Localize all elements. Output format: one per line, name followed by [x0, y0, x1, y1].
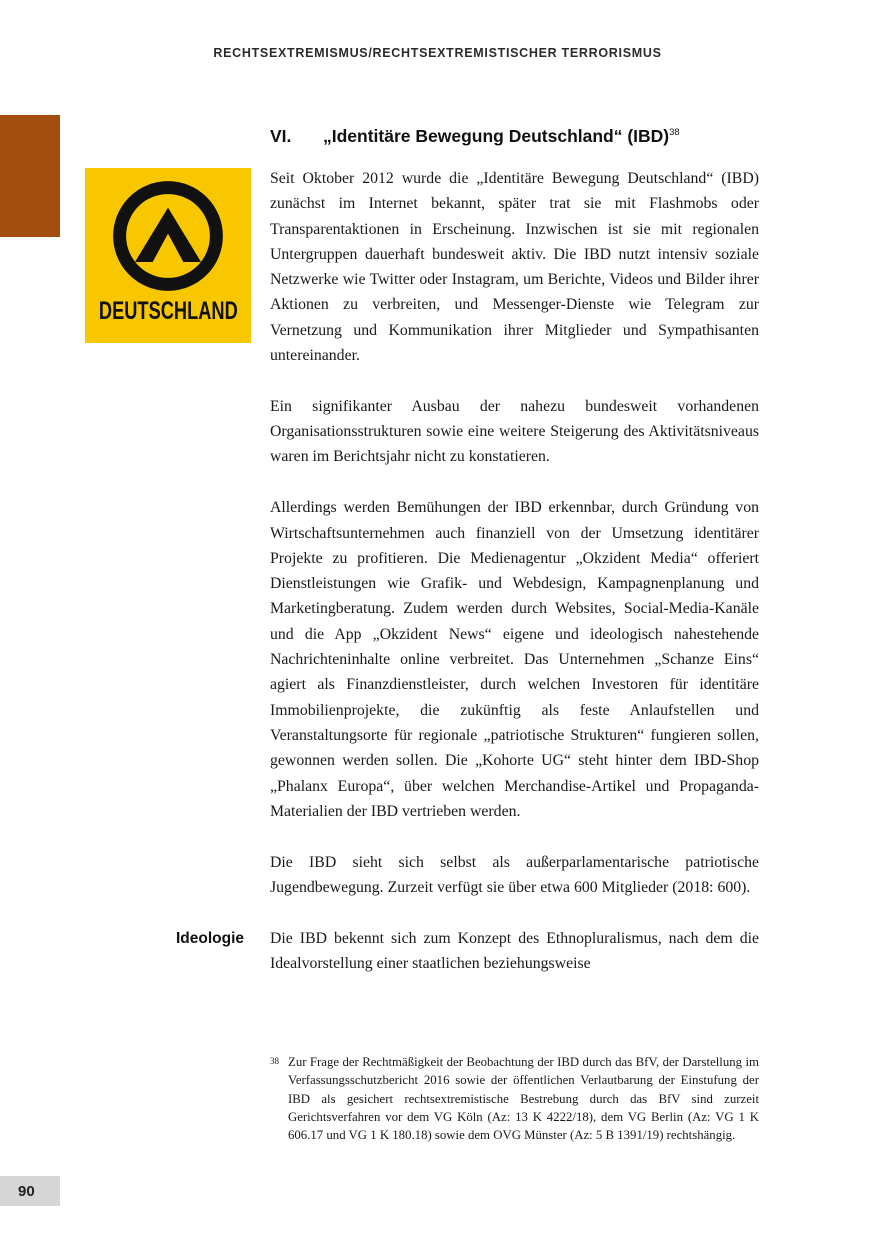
running-header: RECHTSEXTREMISMUS/RECHTSEXTREMISTISCHER TERRORISMUS	[213, 46, 662, 60]
section-number: VI.	[270, 125, 292, 146]
ideology-section	[176, 926, 759, 977]
footnote-reference: 38	[669, 126, 680, 138]
lambda-in-circle-icon	[109, 177, 227, 295]
paragraph: Die IBD bekennt sich zum Konzept des Ethnopluralismus, nach dem die Idealvorstellung einer staatlichen beziehungsweise	[270, 929, 759, 973]
paragraph: Ein signifikanter Ausbau der nahezu bundesweit vorhandenen Organisationsstrukturen sowie eine weitere Steigerung des Aktivitätsniveaus waren im Berichtsjahr nicht zu konstatieren.	[270, 397, 759, 466]
footnote-text: Zur Frage der Rechtmäßigkeit der Beobachtung der IBD durch das BfV, der Darstellung im Verfassungsschutzbericht 2016 sowie der öffentlichen Verlautbarung der Einstufung der IBD als gesichert rechtsextremistische Bestrebung durch das BfV sind zurzeit Gerichtsverfahren vor dem VG Köln (Az: 13 K 4222/18), dem VG Berlin (Az: VG 1 K 606.17 und VG 1 K 180.18) sowie dem OVG Münster (Az: 5 B 1391/19) rechtshängig.	[288, 1055, 759, 1143]
body-copy	[176, 166, 759, 976]
chapter-color-marker	[0, 115, 60, 237]
section-heading	[270, 124, 770, 148]
page-number: 90	[18, 1182, 35, 1200]
page-number-bar	[0, 1176, 60, 1206]
footnote-marker: 38	[270, 1056, 279, 1066]
margin-label-ideologie: Ideologie	[176, 929, 245, 947]
paragraph: Allerdings werden Bemühungen der IBD erkennbar, durch Gründung von Wirtschaftsunternehmen auch finanziell von der Umsetzung identitärer Projekte zu profitieren. Die Medienagentur „Okzident Media“ offeriert Dienstleistungen wie Grafik- und Webdesign, Kampagnenplanung und Marketingberatung. Zudem werden durch Websites, Social-Media-Kanäle und die App „Okzident News“ eigene und ideologisch nahestehende Nachrichteninhalte online verbreitet. Das Unternehmen „Schanze Eins“ agiert als Finanzdienstleister, durch welchen Investoren für identitäre Immobilienprojekte, die zukünftig als feste Anlaufstellen und Veranstaltungsorte für regionale „patriotische Strukturen“ fungieren sollen, gewonnen werden sollen. Die „Kohorte UG“ steht hinter dem IBD-Shop „Phalanx Europa“, über welchen Merchandise-Artikel und Propaganda-Materialien der IBD vertrieben werden.	[270, 499, 759, 820]
section-title: „Identitäre Bewegung Deutschland“ (IBD)	[323, 125, 670, 146]
footnote	[270, 1053, 759, 1144]
ibd-logo	[85, 168, 251, 343]
logo-wordmark: DEUTSCHLAND	[98, 296, 238, 326]
paragraph: Seit Oktober 2012 wurde die „Identitäre Bewegung Deutschland“ (IBD) zunächst im Internet bekannt, später trat sie mit Flashmobs oder Transparentaktionen in Erscheinung. Inzwischen ist sie mit regionalen Untergruppen dauerhaft bundesweit aktiv. Die IBD nutzt intensiv soziale Netzwerke wie Twitter oder Instagram, um Berichte, Videos und Bilder ihrer Aktionen zu verbreiten, und Messenger-Dienste wie Telegram zur Vernetzung und Kommunikation ihrer Mitglieder und Sympathisanten untereinander.	[270, 170, 759, 365]
paragraph: Die IBD sieht sich selbst als außerparlamentarische patriotische Jugendbewegung. Zurzeit verfügt sie über etwa 600 Mitglieder (2018: 600).	[270, 853, 759, 896]
